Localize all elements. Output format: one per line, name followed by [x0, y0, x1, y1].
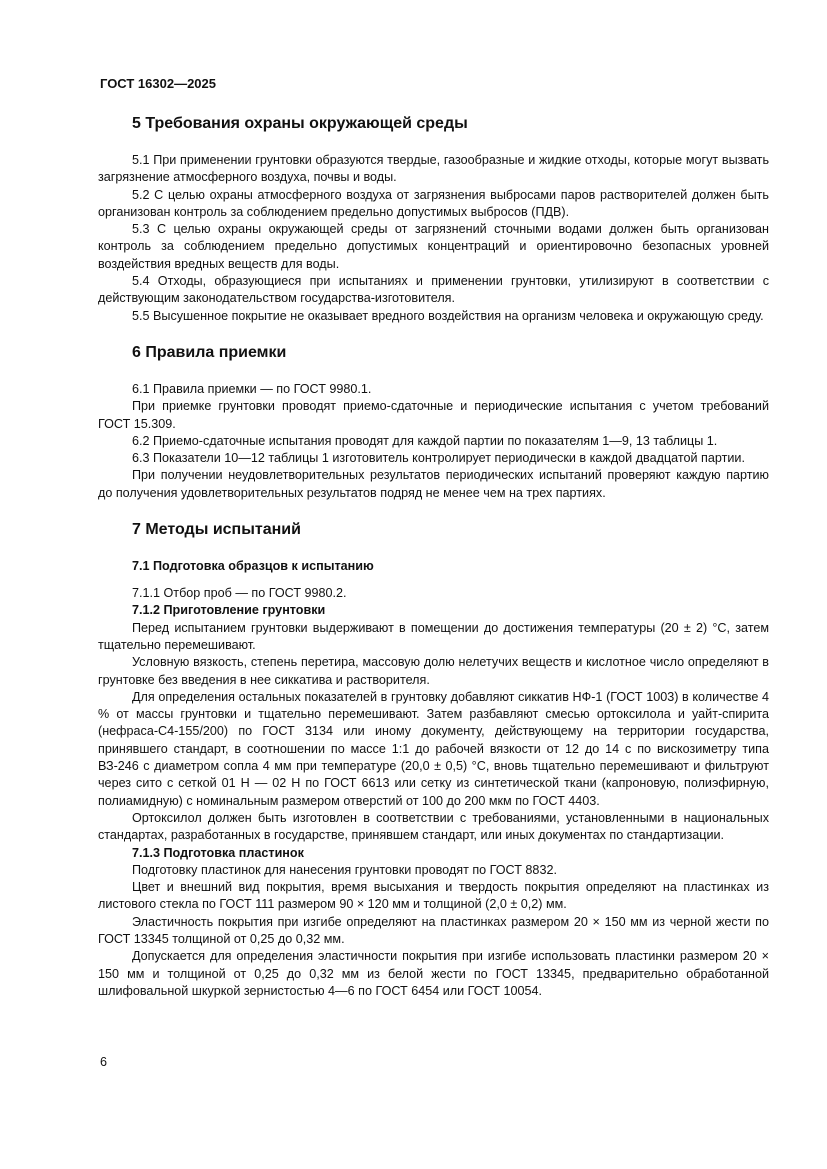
section-5-title: 5 Требования охраны окружающей среды: [132, 115, 468, 132]
paragraph: 5.2 С целью охраны атмосферного воздуха от загрязнения выбросами паров растворителей должен быть организован контроль за соблюдением предельно допустимых выбросов (ПДВ).: [98, 187, 769, 219]
paragraph: Эластичность покрытия при изгибе определяют на пластинках размером 20 × 150 мм из черной жести по ГОСТ 13345 толщиной от 0,25 до 0,32 мм.: [98, 914, 769, 946]
paragraph: 7.1.1 Отбор проб — по ГОСТ 9980.2.: [132, 586, 347, 601]
paragraph: 6.3 Показатели 10—12 таблицы 1 изготовитель контролирует периодически в каждой двадцатой партии.: [132, 451, 745, 466]
section-7-title: 7 Методы испытаний: [132, 521, 301, 539]
paragraph: Условную вязкость, степень перетира, массовую долю нелетучих веществ и кислотное число определяют в грунтовке без введения в нее сиккатива и растворителя.: [98, 655, 769, 687]
paragraph: Для определения остальных показателей в грунтовку добавляют сиккатив НФ-1 (ГОСТ 1003) в количестве 4 % от массы грунтовки и тщательно перемешивают. Затем разбавляют смесью ортоксилола и уайт-спирита (нефраса-С4-155/200) по ГОСТ 3134 или иному документу, действующему на территории государства, принявшего стандарт, в соотношении по массе 1:1 до рабочей вязкости от 12 до 14 с по вискозиметру типа ВЗ-246 с диаметром сопла 4 мм при температуре (20,0 ± 0,5) °С, вновь тщательно перемешивают и фильтруют через сито с сеткой 01 Н — 02 Н по ГОСТ 6613 или сетку из синтетической ткани (капроновую, полиэфирную, полиамидную) с номинальным размером отверстий от 100 до 200 мкм по ГОСТ 4403.: [98, 689, 769, 808]
paragraph: При приемке грунтовки проводят приемо-сдаточные и периодические испытания с учетом требований ГОСТ 15.309.: [98, 399, 769, 431]
running-header: ГОСТ 16302—2025: [100, 76, 216, 91]
paragraph: 5.1 При применении грунтовки образуются твердые, газообразные и жидкие отходы, которые могут вызвать загрязнение атмосферного воздуха, почвы и воды.: [98, 153, 769, 185]
document-body: [98, 114, 769, 1000]
paragraph: Цвет и внешний вид покрытия, время высыхания и твердость покрытия определяют на пластинках из листового стекла по ГОСТ 111 размером 90 × 120 мм и толщиной (2,0 ± 0,2) мм.: [98, 880, 769, 912]
page-number: 6: [100, 1055, 108, 1069]
paragraph: При получении неудовлетворительных результатов периодических испытаний проверяют каждую партию до получения удовлетворительных результатов подряд не менее чем на трех партиях.: [98, 468, 769, 500]
paragraph: 5.3 С целью охраны окружающей среды от загрязнений сточными водами должен быть организован контроль за соблюдением предельно допустимых концентраций и ориентировочно безопасных уровней воздействия вредных веществ для воды.: [98, 222, 769, 271]
paragraph: Перед испытанием грунтовки выдерживают в помещении до достижения температуры (20 ± 2) °С, затем тщательно перемешивают.: [98, 620, 769, 652]
clause-7-1-2-heading: 7.1.2 Приготовление грунтовки: [132, 603, 326, 618]
paragraph: Подготовку пластинок для нанесения грунтовки проводят по ГОСТ 8832.: [132, 862, 557, 877]
subsection-7-1-title: 7.1 Подготовка образцов к испытанию: [132, 559, 374, 574]
paragraph: 6.2 Приемо-сдаточные испытания проводят для каждой партии по показателям 1—9, 13 таблицы 1.: [132, 433, 718, 448]
clause-7-1-3-heading: 7.1.3 Подготовка пластинок: [132, 845, 304, 860]
section-6-title: 6 Правила приемки: [132, 343, 287, 361]
paragraph: 5.5 Высушенное покрытие не оказывает вредного воздействия на организм человека и окружающую среду.: [132, 308, 764, 323]
paragraph: 6.1 Правила приемки — по ГОСТ 9980.1.: [132, 381, 372, 396]
paragraph: 5.4 Отходы, образующиеся при испытаниях и применении грунтовки, утилизируют в соответствии с действующим законодательством государства-изготовителя.: [98, 274, 769, 306]
paragraph: Ортоксилол должен быть изготовлен в соответствии с требованиями, установленными в национальных стандартах, разработанных в государстве, принявшем стандарт, или иных документах по стандартизации.: [98, 810, 769, 843]
paragraph: Допускается для определения эластичности покрытия при изгибе использовать пластинки размером 20 × 150 мм и толщиной от 0,25 до 0,32 мм из белой жести по ГОСТ 13345, предварительно обработанной шлифовальной шкуркой зернистостью 4—6 по ГОСТ 6454 или ГОСТ 10054.: [98, 949, 769, 998]
